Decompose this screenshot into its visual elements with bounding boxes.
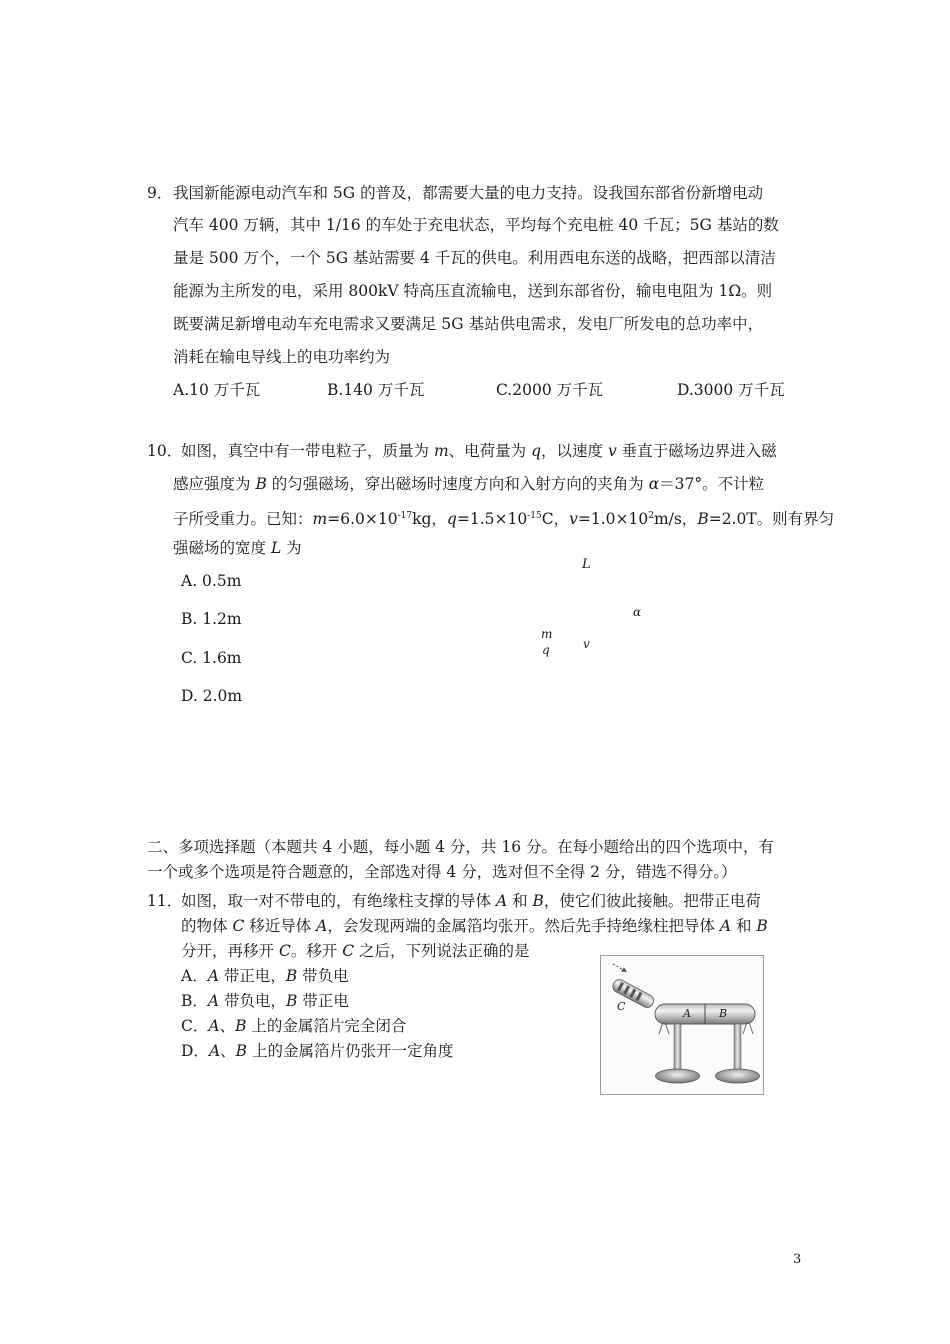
q10-option-a: A. 0.5m — [181, 572, 242, 590]
q10-text-line: 子所受重力。已知：$m=6.0\times 10^{-17}kg$，$q=1.5\times 10^{-15}C$，$v=1.0\times 10^2m/s$，B=2.0T。则有界匀 — [173, 510, 835, 528]
q9-option-a: A.10 万千瓦 — [173, 381, 261, 399]
q11-text-line: 如图，取一对不带电的，有绝缘柱支撑的导体 A 和 B，使它们彼此接触。把带正电荷 — [181, 892, 761, 910]
q11-number: 11． — [147, 892, 183, 910]
q9-text-line: 汽车 400 万辆，其中 1/16 的车处于充电状态，平均每个充电桩 40 千瓦；5G 基站的数 — [173, 216, 779, 234]
fig10-label-alpha: α — [633, 605, 642, 619]
q10-option-c: C. 1.6m — [181, 649, 242, 667]
q11-option-d: D．A、B 上的金属箔片仍张开一定角度 — [181, 1042, 454, 1060]
q10-text-line: 感应强度为 B 的匀强磁场，穿出磁场时速度方向和入射方向的夹角为 α＝37°。不计粒 — [173, 475, 765, 493]
fig11-label-a: A — [683, 1007, 691, 1020]
q11-option-b: B．A 带负电，B 带正电 — [181, 992, 349, 1010]
q11-option-c: C．A、B 上的金属箔片完全闭合 — [181, 1017, 407, 1035]
fig11-label-b: B — [719, 1007, 728, 1020]
q9-text-line: 消耗在输电导线上的电功率约为 — [173, 348, 391, 366]
section2-heading: 二、多项选择题（本题共 4 小题，每小题 4 分，共 16 分。在每小题给出的四个选项中，有 — [147, 838, 775, 856]
q9-option-b: B.140 万千瓦 — [327, 381, 425, 399]
conductor-apparatus-illustration — [601, 956, 763, 1094]
q9-option-c: C.2000 万千瓦 — [496, 381, 604, 399]
q10-option-b: B. 1.2m — [181, 610, 242, 628]
fig11-label-c: C — [617, 1000, 626, 1013]
q9-text-line: 既要满足新增电动车充电需求又要满足 5G 基站供电需求，发电厂所发电的总功率中， — [173, 315, 764, 333]
q10-option-d: D. 2.0m — [181, 687, 243, 705]
section2-heading: 一个或多个选项是符合题意的，全部选对得 4 分，选对但不全得 2 分，错选不得分。） — [147, 863, 737, 881]
q9-text-line: 量是 500 万个，一个 5G 基站需要 4 千瓦的供电。利用西电东送的战略，把西部以清洁 — [173, 249, 776, 267]
q11-option-a: A．A 带正电，B 带负电 — [181, 967, 349, 985]
q9-text-line: 我国新能源电动汽车和 5G 的普及，都需要大量的电力支持。设我国东部省份新增电动 — [173, 184, 764, 202]
q9-option-d: D.3000 万千瓦 — [677, 381, 785, 399]
fig10-label-q: q — [542, 643, 550, 657]
q11-text-line: 分开，再移开 C。移开 C 之后，下列说法正确的是 — [181, 942, 530, 960]
q10-text-line: 强磁场的宽度 L 为 — [173, 539, 302, 557]
q11-text-line: 的物体 C 移近导体 A，会发现两端的金属箔均张开。然后先手持绝缘柱把导体 A 和 B — [181, 917, 768, 935]
fig10-label-v: v — [583, 637, 590, 651]
q11-figure — [600, 955, 764, 1095]
fig10-label-l: L — [582, 557, 591, 572]
page-number: 3 — [793, 1252, 802, 1267]
q9-text-line: 能源为主所发的电，采用 800kV 特高压直流输电，送到东部省份，输电电阻为 1Ω。则 — [173, 282, 773, 300]
q10-text-line: 如图，真空中有一带电粒子，质量为 m、电荷量为 q，以速度 v 垂直于磁场边界进入磁 — [181, 442, 777, 460]
fig10-label-m: m — [541, 627, 553, 641]
q9-number: 9． — [147, 184, 173, 202]
q10-number: 10． — [147, 442, 183, 460]
